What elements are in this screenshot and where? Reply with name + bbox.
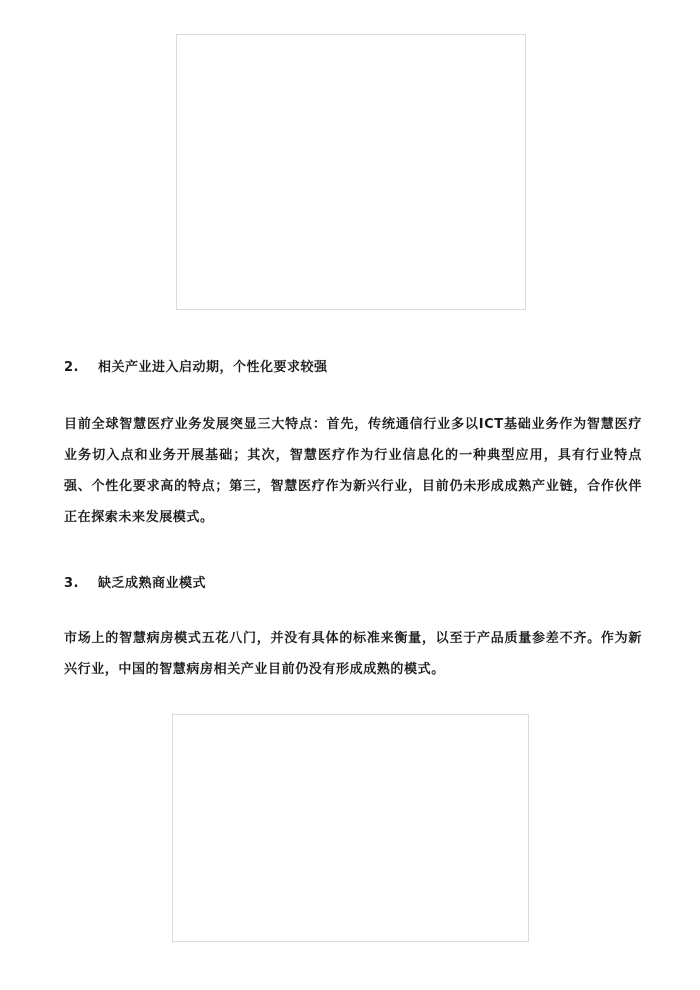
figure-image-bottom <box>172 714 529 942</box>
section-title: 缺乏成熟商业模式 <box>98 576 207 591</box>
section-paragraph-2: 目前全球智慧医疗业务发展突显三大特点：首先，传统通信行业多以ICT基础业务作为智慧医疗业务切入点和业务开展基础；其次，智慧医疗作为行业信息化的一种典型应用，具有行业特点强、个性化要求高的特点；第三，智慧医疗作为新兴行业，目前仍未形成成熟产业链，合作伙伴正在探索未来发展模式。 <box>64 417 642 525</box>
figure-image-top <box>176 34 526 310</box>
section-number: 3. <box>64 576 79 591</box>
section-heading-2 <box>64 356 328 375</box>
section-title: 相关产业进入启动期，个性化要求较强 <box>98 360 328 375</box>
section-number: 2. <box>64 360 79 375</box>
section-paragraph-3: 市场上的智慧病房模式五花八门，并没有具体的标准来衡量，以至于产品质量参差不齐。作为新兴行业，中国的智慧病房相关产业目前仍没有形成成熟的模式。 <box>64 631 642 677</box>
section-heading-3 <box>64 572 206 591</box>
